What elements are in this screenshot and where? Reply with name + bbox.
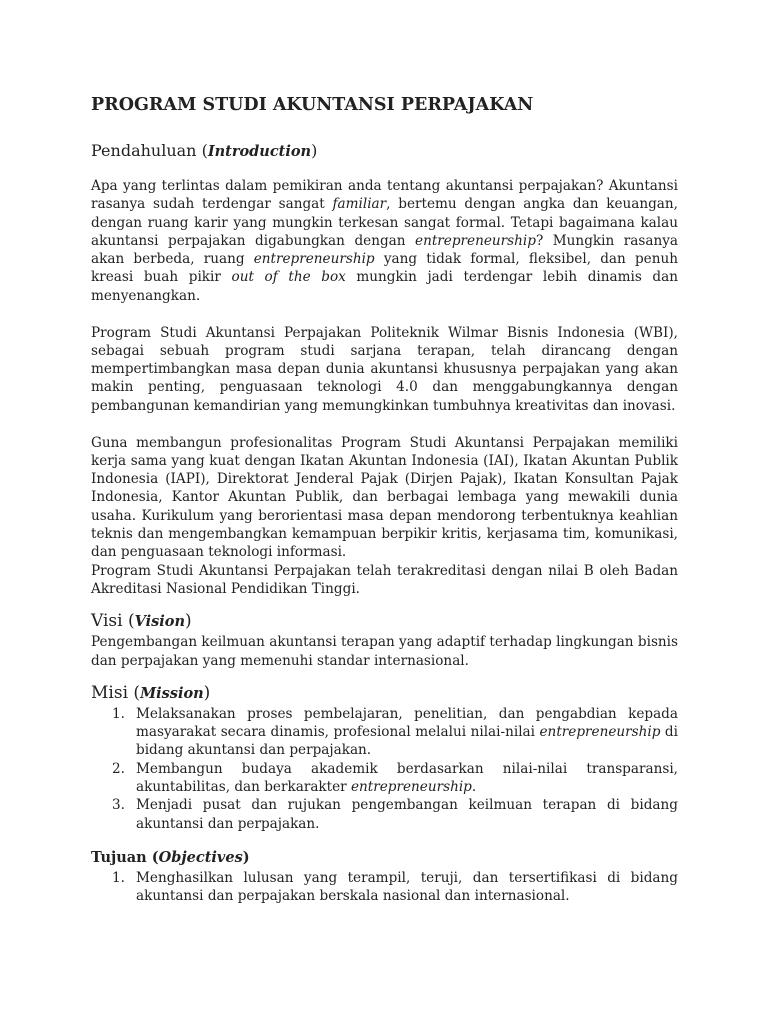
text-run: Menjadi pusat dan rujukan pengembangan keilmuan terapan di bidang akuntansi dan perpajakan. (136, 797, 678, 832)
list-item (91, 869, 678, 906)
italic-term: entrepreneurship (539, 724, 661, 741)
visi-heading: Visi (Vision) (91, 611, 192, 632)
italic-term: entrepreneurship (253, 251, 375, 268)
list-item-number: 2. (112, 760, 125, 777)
intro-heading: Pendahuluan (Introduction) (91, 141, 318, 160)
visi-text: Pengembangan keilmuan akuntansi terapan yang adaptif terhadap lingkungan bisnis dan perpajakan yang memenuhi standar internasional. (91, 634, 678, 669)
text-run: Melaksanakan proses pembelajaran, penelitian, dan pengabdian kepada masyarakat secara dinamis, profesional melalui nilai-nilai (136, 705, 678, 741)
text-run: yang tidak formal, fleksibel, dan penuh kreasi buah pikir (91, 251, 678, 286)
text-run: Menghasilkan lulusan yang terampil, teruji, dan tersertifikasi di bidang akuntansi dan perpajakan berskala nasional dan internasional. (136, 869, 678, 905)
italic-term: entrepreneurship (415, 232, 536, 249)
misi-heading: Misi (Mission) (91, 682, 211, 703)
list-item (91, 796, 678, 833)
text-run: Membangun budaya akademik berdasarkan nilai-nilai transparansi, akuntabilitas, dan berkarakter (136, 760, 678, 796)
text-run: Apa yang terlintas dalam pemikiran anda tentang akuntansi perpajakan? Akuntansi rasanya sudah terdengar sangat (91, 178, 678, 213)
intro-paragraph-1 (91, 177, 678, 305)
list-item (91, 705, 678, 760)
italic-term: entrepreneurship (350, 779, 472, 796)
tujuan-heading: Tujuan (Objectives) (91, 848, 250, 866)
intro-paragraph-2: Program Studi Akuntansi Perpajakan Politeknik Wilmar Bisnis Indonesia (WBI), sebagai sebuah program studi sarjana terapan, telah dirancang dengan mempertimbangkan masa depan dunia akuntansi khususnya perpajakan yang akan makin penting, penguasaan teknologi 4.0 dan menggabungkannya dengan pembangunan kemandirian yang memungkinkan tumbuhnya kreativitas dan inovasi. (91, 324, 678, 414)
text-run: , bertemu dengan angka dan keuangan, dengan ruang karir yang mungkin terkesan sangat formal. Tetapi bagaimana kalau akuntansi perpajakan digabungkan dengan (91, 196, 678, 249)
text-run: di bidang akuntansi dan perpajakan. (136, 724, 678, 759)
visi-heading-label: Visi (91, 611, 123, 632)
list-item-number: 1. (112, 705, 125, 722)
list-item-number: 1. (112, 869, 125, 886)
text-run: . (471, 779, 477, 796)
text-run: ? Mungkin rasanya akan berbeda, ruang (91, 232, 678, 268)
intro-paragraph-4: Program Studi Akuntansi Perpajakan telah terakreditasi dengan nilai B oleh Badan Akreditasi Nasional Pendidikan Tinggi. (91, 562, 678, 597)
misi-list (91, 705, 678, 833)
tujuan-heading-label: Tujuan (91, 848, 147, 866)
list-item (91, 760, 678, 797)
text-run: mungkin jadi terdengar lebih dinamis dan menyenangkan. (91, 269, 678, 304)
intro-heading-english: Introduction (207, 143, 312, 160)
intro-paragraph-3: Guna membangun profesionalitas Program Studi Akuntansi Perpajakan memiliki kerja sama yang kuat dengan Ikatan Akuntan Indonesia (IAI), Ikatan Akuntan Publik Indonesia (IAPI), Direktorat Jenderal Pajak (Dirjen Pajak), Ikatan Konsultan Pajak Indonesia, Kantor Akuntan Publik, dan berbagai lembaga yang mewakili dunia usaha. Kurikulum yang berorientasi masa depan mendorong terbentuknya keahlian teknis dan mengembangkan kemampuan berpikir kritis, kerjasama tim, komunikasi, dan penguasaan teknologi informasi. (91, 434, 678, 561)
misi-heading-label: Misi (91, 682, 129, 703)
list-item-number: 3. (112, 797, 125, 814)
intro-heading-label: Pendahuluan (91, 141, 197, 160)
document-title: PROGRAM STUDI AKUNTANSI PERPAJAKAN (91, 95, 534, 115)
italic-term: out of the box (231, 269, 346, 286)
tujuan-list (91, 869, 678, 906)
italic-term: familiar (332, 196, 387, 213)
misi-heading-english: Mission (140, 684, 204, 702)
tujuan-heading-english: Objectives (158, 848, 243, 866)
visi-heading-english: Vision (134, 613, 186, 631)
